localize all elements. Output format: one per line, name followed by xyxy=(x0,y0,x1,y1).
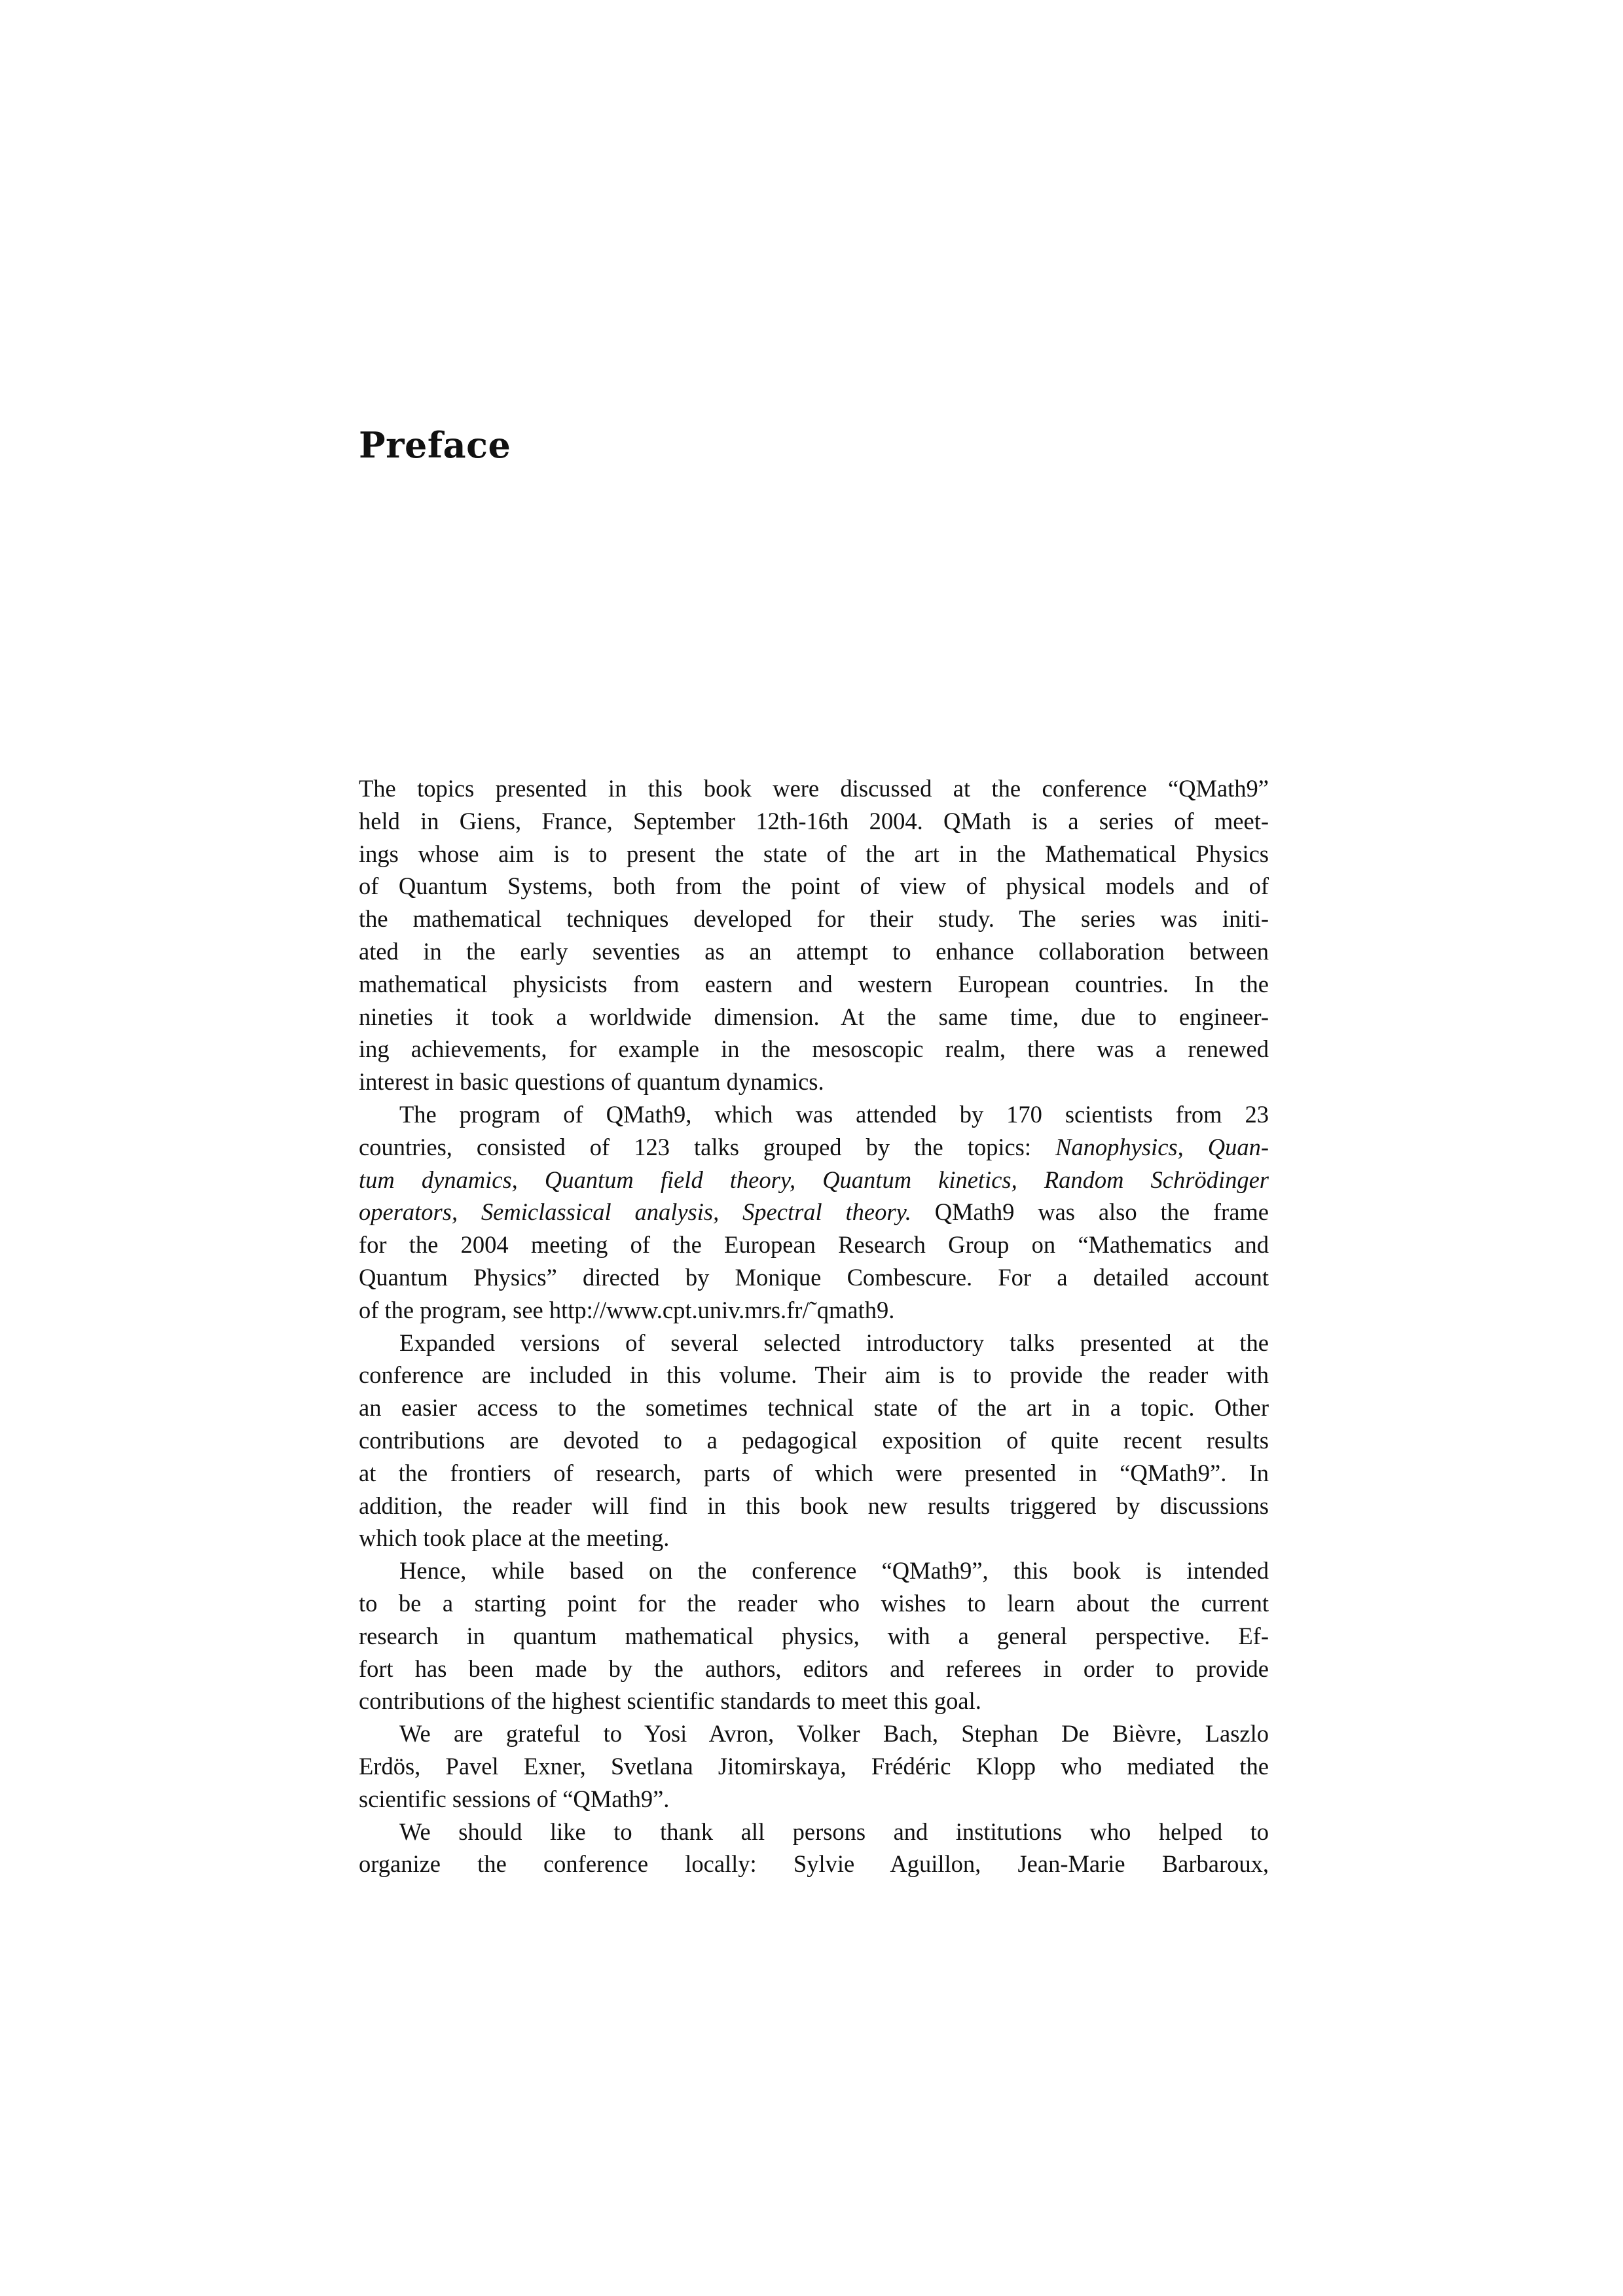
text-line: for the 2004 meeting of the European Research Group on “Mathematics and xyxy=(359,1231,1269,1259)
page-title: Preface xyxy=(359,424,511,466)
text-line: addition, the reader will find in this book new results triggered by discussions xyxy=(359,1492,1269,1519)
text-line: ing achievements, for example in the mesoscopic realm, there was a renewed xyxy=(359,1035,1269,1063)
text-segment: QMath9 was also the frame xyxy=(911,1198,1269,1226)
text-line: ings whose aim is to present the state of the art in the Mathematical Physics xyxy=(359,840,1269,867)
text-line: interest in basic questions of quantum dynamics. xyxy=(359,1068,824,1096)
text-line: contributions of the highest scientific standards to meet this goal. xyxy=(359,1687,981,1715)
text-line: fort has been made by the authors, editors and referees in order to provide xyxy=(359,1655,1269,1682)
text-line: Hence, while based on the conference “QMath9”, this book is intended xyxy=(399,1557,1269,1585)
text-line: at the frontiers of research, parts of which were presented in “QMath9”. In xyxy=(359,1459,1269,1486)
text-line: Expanded versions of several selected introductory talks presented at the xyxy=(399,1329,1269,1356)
text-line: We are grateful to Yosi Avron, Volker Bach, Stephan De Bièvre, Laszlo xyxy=(399,1720,1269,1748)
topic-list-italic: operators, Semiclassical analysis, Spectral theory. xyxy=(359,1198,911,1226)
text-line: nineties it took a worldwide dimension. At the same time, due to engineer- xyxy=(359,1003,1269,1030)
text-line: scientific sessions of “QMath9”. xyxy=(359,1785,670,1812)
text-line: an easier access to the sometimes technical state of the art in a topic. Other xyxy=(359,1394,1269,1422)
paragraph-2 xyxy=(359,1098,1269,1327)
paragraph-5 xyxy=(359,1717,1269,1815)
text-line: The program of QMath9, which was attended by 170 scientists from 23 xyxy=(399,1100,1269,1128)
text-line: which took place at the meeting. xyxy=(359,1524,670,1552)
text-line: of Quantum Systems, both from the point of view of physical models and of xyxy=(359,872,1269,900)
text-line: research in quantum mathematical physics, with a general perspective. Ef- xyxy=(359,1622,1269,1649)
text-line: the mathematical techniques developed for their study. The series was initi- xyxy=(359,905,1269,933)
text-line xyxy=(359,1164,1269,1196)
preface-body xyxy=(359,772,1269,1880)
text-line: The topics presented in this book were discussed at the conference “QMath9” xyxy=(359,775,1269,802)
text-line: conference are included in this volume. Their aim is to provide the reader with xyxy=(359,1361,1269,1389)
paragraph-4 xyxy=(359,1554,1269,1717)
paragraph-6 xyxy=(359,1816,1269,1881)
text-line: held in Giens, France, September 12th-16th 2004. QMath is a series of meet- xyxy=(359,807,1269,834)
text-line: to be a starting point for the reader who wishes to learn about the current xyxy=(359,1589,1269,1617)
text-line: Quantum Physics” directed by Monique Combescure. For a detailed account xyxy=(359,1263,1269,1291)
paragraph-1 xyxy=(359,772,1269,1098)
text-line: Erdös, Pavel Exner, Svetlana Jitomirskaya, Frédéric Klopp who mediated the xyxy=(359,1752,1269,1780)
topic-list-italic: Nanophysics, Quan- xyxy=(1055,1133,1269,1160)
text-line: We should like to thank all persons and institutions who helped to xyxy=(399,1818,1269,1845)
paragraph-3 xyxy=(359,1327,1269,1555)
text-line xyxy=(359,1196,1269,1229)
text-line xyxy=(359,1131,1269,1164)
text-line: contributions are devoted to a pedagogical exposition of quite recent results xyxy=(359,1426,1269,1454)
text-line: mathematical physicists from eastern and western European countries. In the xyxy=(359,970,1269,997)
text-segment: countries, consisted of 123 talks grouped by the topics: xyxy=(359,1133,1056,1160)
text-line: ated in the early seventies as an attempt to enhance collaboration between xyxy=(359,937,1269,965)
text-line: organize the conference locally: Sylvie Aguillon, Jean-Marie Barbaroux, xyxy=(359,1850,1269,1878)
topic-list-italic: tum dynamics, Quantum field theory, Quantum kinetics, Random Schrödinger xyxy=(359,1166,1269,1193)
text-line: of the program, see http://www.cpt.univ.mrs.fr/˜qmath9. xyxy=(359,1296,895,1323)
